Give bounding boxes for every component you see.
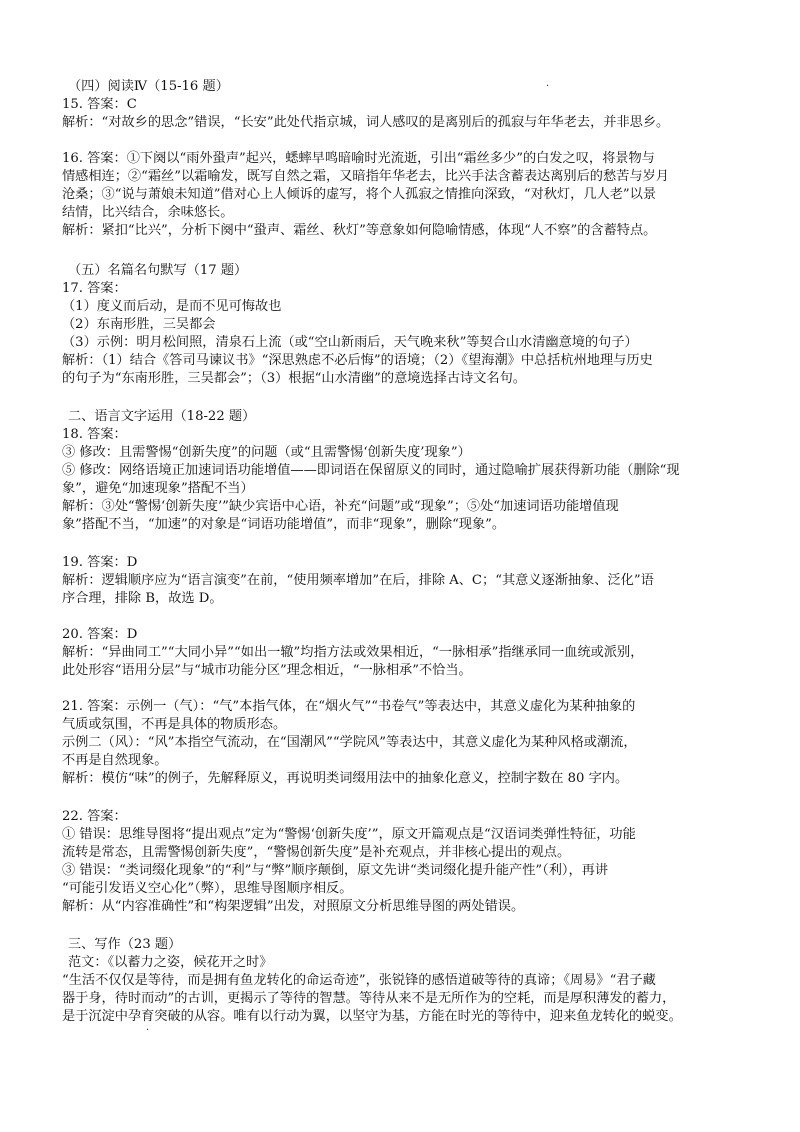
answer-21-example-1-line-1: 21. 答案：示例一（气）：“气”本指气体，在“烟火气”“书卷气”等表达中，其意义虚化为某种抽象的 <box>62 699 636 714</box>
answer-17-label: 17. 答案： <box>62 281 127 296</box>
answer-18-label: 18. 答案： <box>62 427 127 442</box>
essay-paragraph-line-1: “生活不仅仅是等待，而是拥有鱼龙转化的命运奇迹”，张锐锋的感悟道破等待的真谛；《周易》“君子藏 <box>62 973 656 988</box>
answer-22-label: 22. 答案： <box>62 809 127 824</box>
answer-22-error-3-line-1: ③ 错误：“类词缀化现象”的“利”与“弊”顺序颠倒，原文先讲“类词缀化提升能产性”（利），再讲 <box>62 863 609 878</box>
answer-22-error-3-line-2: “可能引发语义空心化”（弊），思维导图顺序相反。 <box>62 881 353 896</box>
answer-17-item-1: （1）度义而后动，是而不见可悔故也 <box>62 299 282 314</box>
essay-paragraph-line-2: 器于身，待时而动”的古训，更揭示了等待的智慧。等待从来不是无所作为的空耗，而是厚积薄发的蓄力， <box>62 991 676 1006</box>
answer-21-example-2-line-1: 示例二（风）：“风”本指空气流动，在“国潮风”“学院风”等表达中，其意义虚化为某种风格或潮流， <box>62 735 637 750</box>
answer-16-line-4: 结情，比兴结合，余味悠长。 <box>62 205 234 220</box>
section-heading-writing: 三、写作（23 题） <box>68 937 182 952</box>
section-heading-recitation: （五）名篇名句默写（17 题） <box>68 263 248 278</box>
answer-15: 15. 答案：C <box>62 97 137 112</box>
analysis-16: 解析：紧扣“比兴”，分析下阕中“蛩声、霜丝、秋灯”等意象如何隐喻情感，体现“人不察”的含蓄特点。 <box>62 223 657 238</box>
essay-paragraph-line-3: 是于沉淀中孕育突破的从容。唯有以行动为翼，以坚守为基，方能在时光的等待中，迎来鱼龙转化的蜕变。 <box>62 1009 682 1024</box>
analysis-22: 解析：从“内容准确性”和“构架逻辑”出发，对照原文分析思维导图的两处错误。 <box>62 899 525 914</box>
answer-16-line-2: 情感相连；②“霜丝”以霜喻发，既写自然之霜，又暗指年华老去，比兴手法含蓄表达离别后的愁苦与岁月 <box>62 169 669 184</box>
section-heading-language: 二、语言文字运用（18-22 题） <box>68 409 256 424</box>
answer-18-fix-5-line-1: ⑤ 修改：网络语境正加速词语功能增值——即词语在保留原义的同时，通过隐喻扩展获得新功能（删除“现 <box>62 463 680 478</box>
answer-22-error-1-line-1: ① 错误：思维导图将“提出观点”定为“警惕‘创新失度’”，原文开篇观点是“汉语词类弹性特征，功能 <box>62 827 636 842</box>
analysis-17-line-1: 解析：（1）结合《答司马谏议书》“深思熟虑不必后悔”的语境；（2）《望海潮》中总括杭州地理与历史 <box>62 353 653 368</box>
answer-16-line-3: 沧桑；③“说与萧娘未知道”借对心上人倾诉的虚写，将个人孤寂之情推向深致，“对秋灯，几人老”以景 <box>62 187 657 202</box>
analysis-15: 解析：“对故乡的思念”错误，“长安”此处代指京城，词人感叹的是离别后的孤寂与年华老去，并非思乡。 <box>62 115 670 130</box>
analysis-20-line-2: 此处形容“语用分层”与“城市功能分区”理念相近，“一脉相承”不恰当。 <box>62 663 472 678</box>
analysis-18-line-2: 象”搭配不当，“加速”的对象是“词语功能增值”，而非“现象”，删除“现象”。 <box>62 517 506 532</box>
answer-17-item-2: （2）东南形胜，三吴都会 <box>62 317 216 332</box>
answer-20: 20. 答案：D <box>62 627 138 642</box>
scan-speck: · <box>146 1025 150 1036</box>
analysis-19-line-1: 解析：逻辑顺序应为“语言演变”在前，“使用频率增加”在后，排除 A、C；“其意义逐渐抽象、泛化”语 <box>62 573 654 588</box>
answer-21-example-2-line-2: 不再是自然现象。 <box>62 753 168 768</box>
analysis-20-line-1: 解析：“异曲同工”“大同小异”“如出一辙”均指方法或效果相近，“一脉相承”指继承同一血统或派别， <box>62 645 644 660</box>
section-heading-reading-4: （四）阅读Ⅳ（15-16 题） <box>68 79 229 94</box>
answer-22-error-1-line-2: 流转是常态，且需警惕创新失度”，“警惕创新失度”是补充观点，并非核心提出的观点。 <box>62 845 571 860</box>
answer-19: 19. 答案：D <box>62 555 138 570</box>
answer-17-item-3: （3）示例：明月松间照，清泉石上流（或“空山新雨后，天气晚来秋”等契合山水清幽意境的句子） <box>62 335 638 350</box>
analysis-21: 解析：模仿“味”的例子，先解释原义，再说明类词缀用法中的抽象化意义，控制字数在 80 字内。 <box>62 771 629 786</box>
essay-title: 范文：《以蓄力之姿，候花开之时》 <box>68 955 273 970</box>
analysis-19-line-2: 序合理，排除 B，故选 D。 <box>62 591 223 606</box>
scan-speck: · <box>546 81 550 92</box>
answer-16-line-1: 16. 答案：①下阕以“雨外蛩声”起兴，蟋蟀早鸣暗喻时光流逝，引出“霜丝多少”的白发之叹，将景物与 <box>62 151 655 166</box>
analysis-18-line-1: 解析：③处“警惕‘创新失度’”缺少宾语中心语，补充“问题”或“现象”；⑤处“加速词语功能增值现 <box>62 499 619 514</box>
answer-21-example-1-line-2: 气质或氛围，不再是具体的物质形态。 <box>62 717 287 732</box>
answer-18-fix-3: ③ 修改：且需警惕“创新失度”的问题（或“且需警惕‘创新失度’现象”） <box>62 445 471 460</box>
answer-18-fix-5-line-2: 象”，避免“加速现象”搭配不当） <box>62 481 254 496</box>
analysis-17-line-2: 的句子为“东南形胜，三吴都会”；（3）根据“山水清幽”的意境选择古诗文名句。 <box>62 371 526 386</box>
